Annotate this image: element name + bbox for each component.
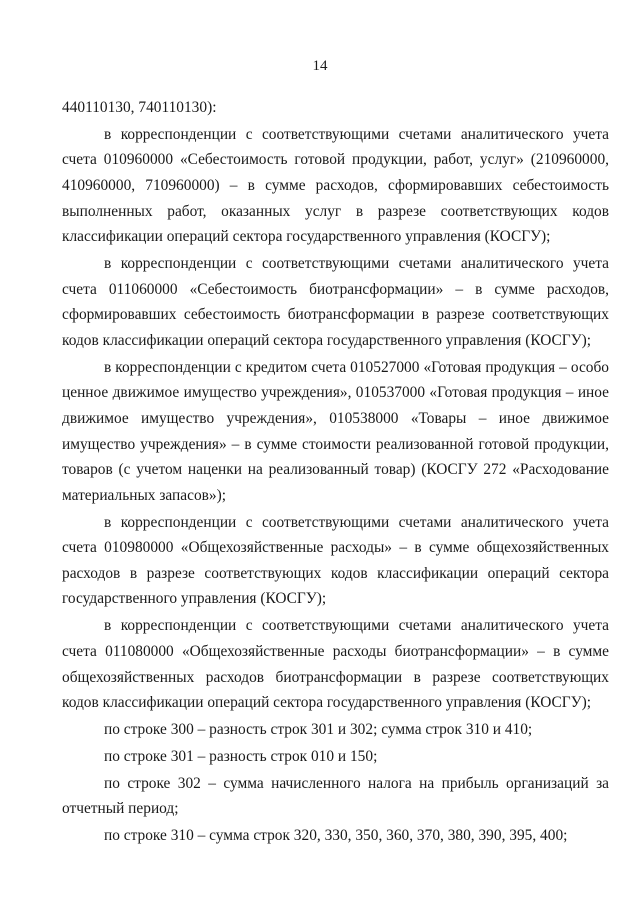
- paragraph-line-301: по строке 301 – разность строк 010 и 150;: [104, 747, 378, 765]
- paragraph-line-302: по строке 302 – сумма начисленного налога на прибыль организаций за отчетный период;: [62, 774, 609, 818]
- paragraph-finished-products-credit: в корреспонденции с кредитом счета 010527000 «Готовая продукция – особо ценное движимое имущество учреждения», 010537000 «Готовая продукция – иное движимое имущество учреждения», 010538000 «Товары – иное движимое имущество учреждения» – в сумме стоимости реализованной готовой продукции, товаров (с учетом наценки на реализованный товар) (КОСГУ 272 «Расходование материальных запасов»);: [62, 358, 609, 504]
- paragraph-line-300: по строке 300 – разность строк 301 и 302; сумма строк 310 и 410;: [104, 721, 533, 739]
- paragraph-continuation: 440110130, 740110130):: [62, 99, 217, 116]
- document-body: [62, 95, 609, 849]
- paragraph-cost-of-biotransformation: в корреспонденции с соответствующими счетами аналитического учета счета 011060000 «Себестоимость биотрансформации» – в сумме расходов, сформировавших себестоимость биотрансформации в разрезе соответствующих кодов классификации операций сектора государственного управления (КОСГУ);: [62, 255, 609, 349]
- paragraph-general-expenses: в корреспонденции с соответствующими счетами аналитического учета счета 010980000 «Общехозяйственные расходы» – в сумме общехозяйственных расходов в разрезе соответствующих кодов классификации операций сектора государственного управления (КОСГУ);: [62, 513, 609, 608]
- paragraph-line-310: по строке 310 – сумма строк 320, 330, 350, 360, 370, 380, 390, 395, 400;: [104, 827, 568, 845]
- paragraph-cost-of-finished-products: в корреспонденции с соответствующими счетами аналитического учета счета 010960000 «Себестоимость готовой продукции, работ, услуг» (210960000, 410960000, 710960000) – в сумме расходов, сформировавших себестоимость выполненных работ, оказанных услуг в разрезе соответствующих кодов классификации операций сектора государственного управления (КОСГУ);: [62, 125, 609, 246]
- page-number: 14: [312, 58, 328, 74]
- paragraph-general-expenses-biotransformation: в корреспонденции с соответствующими счетами аналитического учета счета 011080000 «Общехозяйственные расходы биотрансформации» – в сумме общехозяйственных расходов биотрансформации в разрезе соответствующих кодов классификации операций сектора государственного управления (КОСГУ);: [62, 617, 609, 712]
